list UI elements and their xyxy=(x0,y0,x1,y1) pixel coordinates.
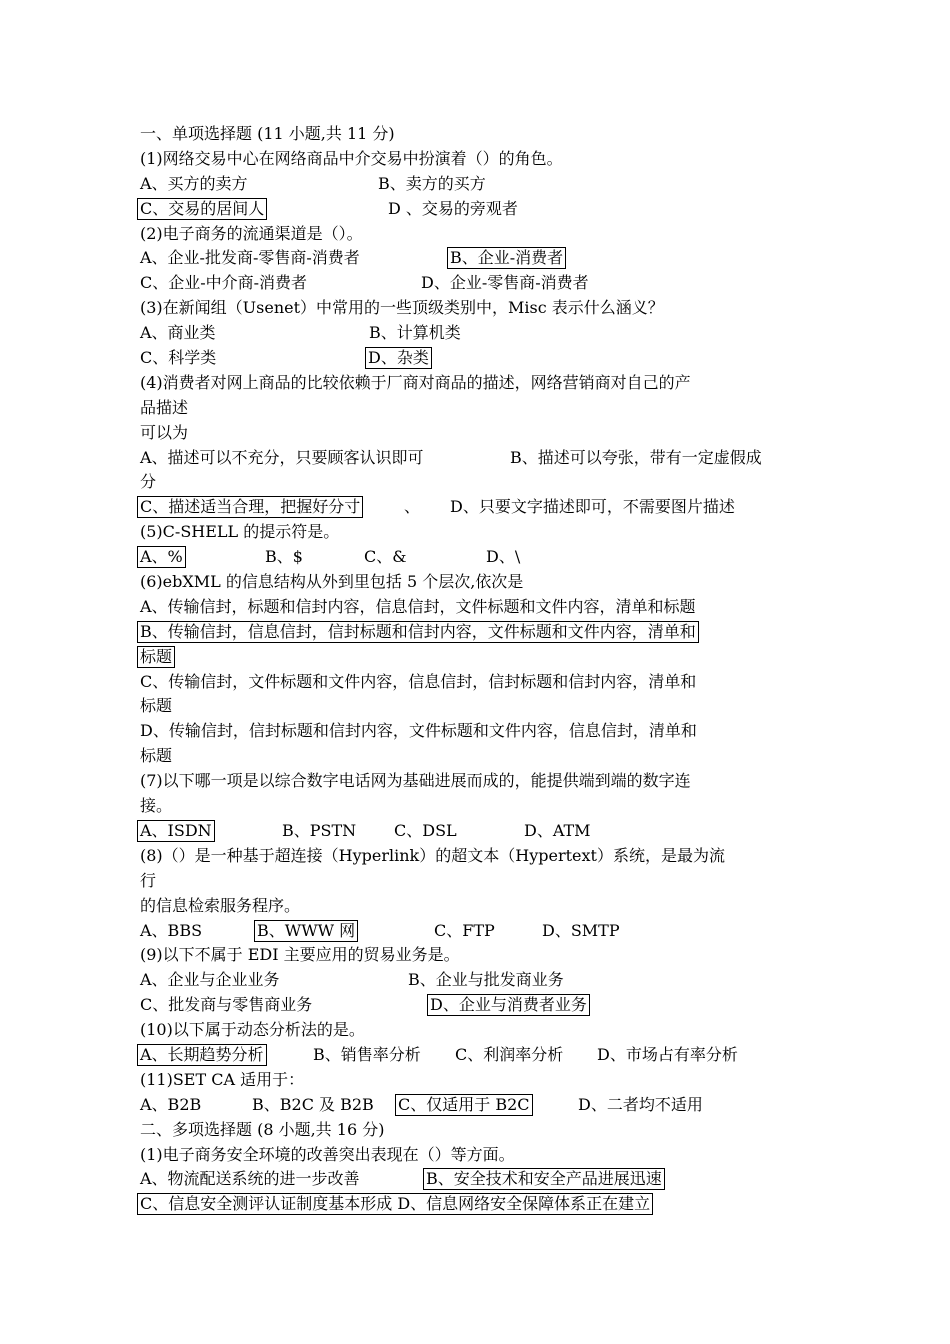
text-segment: A、企业-批发商-零售商-消费者 xyxy=(140,248,360,268)
answer-box: D、企业与消费者业务 xyxy=(427,994,590,1016)
text-segment: (11)SET CA 适用于： xyxy=(140,1069,305,1089)
text-segment: C、传输信封，文件标题和文件内容，信息信封，信封标题和信封内容，清单和 xyxy=(140,671,697,691)
text-line xyxy=(140,869,812,894)
text-segment: (9)以下不属于 EDI 主要应用的贸易业务是。 xyxy=(140,945,460,965)
text-line xyxy=(140,993,812,1018)
text-line xyxy=(140,172,812,197)
text-line xyxy=(140,222,812,247)
text-segment: B、计算机类 xyxy=(369,323,461,343)
text-segment: B、$ xyxy=(265,547,303,567)
text-segment: 一、单项选择题 (11 小题,共 11 分) xyxy=(140,124,395,143)
answer-box: C、信息安全测评认证制度基本形成 D、信息网络安全保障体系正在建立 xyxy=(137,1193,653,1215)
text-segment: (5)C-SHELL 的提示符是。 xyxy=(140,522,340,542)
text-line xyxy=(140,197,812,222)
answer-box: B、WWW 网 xyxy=(254,920,358,942)
text-segment: A、传输信封，标题和信封内容，信息信封，文件标题和文件内容，清单和标题 xyxy=(140,596,696,616)
text-segment: 品描述 xyxy=(140,397,189,417)
text-line xyxy=(140,246,812,271)
text-line xyxy=(140,570,812,595)
text-segment: C、FTP xyxy=(434,920,495,940)
text-line xyxy=(140,919,812,944)
text-segment: A、BBS xyxy=(140,920,203,940)
text-segment: D、传输信封，信封标题和信封内容，文件标题和文件内容，信息信封，清单和 xyxy=(140,721,697,741)
text-line xyxy=(140,894,812,919)
text-segment: A、物流配送系统的进一步改善 xyxy=(140,1169,360,1189)
text-segment: D、只要文字描述即可，不需要图片描述 xyxy=(450,497,735,517)
text-segment: (7)以下哪一项是以综合数字电话网为基础进展而成的，能提供端到端的数字连 xyxy=(140,771,691,791)
text-line xyxy=(140,396,812,421)
text-segment: A、买方的卖方 xyxy=(140,173,248,193)
answer-box: 标题 xyxy=(137,646,175,668)
answer-box: C、仅适用于 B2C xyxy=(395,1094,533,1116)
document-body xyxy=(140,122,812,1217)
text-segment: 可以为 xyxy=(140,422,189,442)
text-line xyxy=(140,694,812,719)
text-line xyxy=(140,1093,812,1118)
text-line xyxy=(140,1143,812,1168)
text-segment: C、& xyxy=(364,547,407,567)
text-segment: D、\ xyxy=(486,547,521,567)
text-segment: C、企业-中介商-消费者 xyxy=(140,273,308,293)
text-line xyxy=(140,545,812,570)
answer-box: B、传输信封，信息信封，信封标题和信封内容，文件标题和文件内容，清单和 xyxy=(137,621,699,643)
text-segment: C、DSL xyxy=(394,820,457,840)
text-line xyxy=(140,371,812,396)
text-line xyxy=(140,844,812,869)
text-line xyxy=(140,1192,812,1217)
text-line xyxy=(140,1043,812,1068)
answer-box: A、% xyxy=(137,546,186,568)
text-segment: 分 xyxy=(140,472,157,492)
text-segment: A、商业类 xyxy=(140,323,216,343)
text-segment: D、ATM xyxy=(524,820,591,840)
answer-box: D、杂类 xyxy=(365,347,432,369)
text-segment: 行 xyxy=(140,870,157,890)
text-segment: D、二者均不适用 xyxy=(578,1094,703,1114)
text-line xyxy=(140,147,812,172)
text-line xyxy=(140,520,812,545)
text-segment: (4)消费者对网上商品的比较依赖于厂商对商品的描述，网络营销商对自己的产 xyxy=(140,372,691,392)
text-segment: C、批发商与零售商业务 xyxy=(140,995,313,1015)
text-line xyxy=(140,1118,812,1143)
text-segment: 、 xyxy=(404,497,421,517)
text-segment: 接。 xyxy=(140,796,173,816)
text-segment: (6)ebXML 的信息结构从外到里包括 5 个层次,依次是 xyxy=(140,572,524,592)
text-line xyxy=(140,769,812,794)
text-segment: 标题 xyxy=(140,746,173,766)
text-line xyxy=(140,421,812,446)
text-line xyxy=(140,819,812,844)
text-line xyxy=(140,620,812,645)
text-segment: C、科学类 xyxy=(140,348,217,368)
text-segment: B、描述可以夸张，带有一定虚假成 xyxy=(510,447,762,467)
text-line xyxy=(140,794,812,819)
text-segment: 的信息检索服务程序。 xyxy=(140,895,301,915)
text-segment: A、企业与企业业务 xyxy=(140,970,280,990)
text-segment: C、利润率分析 xyxy=(455,1044,564,1064)
text-line xyxy=(140,744,812,769)
text-segment: (3)在新闻组（Usenet）中常用的一些顶级类别中，Misc 表示什么涵义？ xyxy=(140,298,664,318)
text-segment: B、卖方的买方 xyxy=(378,173,486,193)
text-line xyxy=(140,122,812,147)
text-segment: D、企业-零售商-消费者 xyxy=(421,273,589,293)
text-segment: A、描述可以不充分，只要顾客认识即可 xyxy=(140,447,424,467)
text-line xyxy=(140,719,812,744)
text-line xyxy=(140,645,812,670)
text-segment: 标题 xyxy=(140,696,173,716)
text-segment: B、PSTN xyxy=(282,820,357,840)
text-segment: (8)（）是一种基于超连接（Hyperlink）的超文本（Hypertext）系统，是最为流 xyxy=(140,845,725,865)
text-line xyxy=(140,670,812,695)
text-segment: D、市场占有率分析 xyxy=(597,1044,738,1064)
text-line xyxy=(140,296,812,321)
answer-box: B、企业-消费者 xyxy=(447,247,566,269)
text-line xyxy=(140,943,812,968)
text-line xyxy=(140,446,812,471)
text-line xyxy=(140,346,812,371)
text-line xyxy=(140,321,812,346)
text-segment: B、销售率分析 xyxy=(313,1044,421,1064)
answer-box: C、交易的居间人 xyxy=(137,198,267,220)
answer-box: C、描述适当合理，把握好分寸 xyxy=(137,496,363,518)
text-line xyxy=(140,595,812,620)
text-segment: B、B2C 及 B2B xyxy=(252,1094,374,1114)
text-segment: D 、交易的旁观者 xyxy=(388,198,518,218)
text-line xyxy=(140,495,812,520)
text-line xyxy=(140,1018,812,1043)
answer-box: B、安全技术和安全产品进展迅速 xyxy=(423,1168,665,1190)
answer-box: A、ISDN xyxy=(137,820,215,842)
text-segment: (1)网络交易中心在网络商品中介交易中扮演着（）的角色。 xyxy=(140,148,563,168)
text-line xyxy=(140,470,812,495)
answer-box: A、长期趋势分析 xyxy=(137,1044,267,1066)
text-segment: (2)电子商务的流通渠道是（）。 xyxy=(140,223,363,243)
text-line xyxy=(140,1068,812,1093)
text-line xyxy=(140,271,812,296)
text-segment: B、企业与批发商业务 xyxy=(408,970,564,990)
text-line xyxy=(140,968,812,993)
text-segment: (10)以下属于动态分析法的是。 xyxy=(140,1020,365,1040)
text-segment: 二、多项选择题 (8 小题,共 16 分) xyxy=(140,1119,385,1139)
text-segment: A、B2B xyxy=(140,1094,202,1114)
text-line xyxy=(140,1167,812,1192)
text-segment: (1)电子商务安全环境的改善突出表现在（）等方面。 xyxy=(140,1144,515,1164)
text-segment: D、SMTP xyxy=(542,920,620,940)
